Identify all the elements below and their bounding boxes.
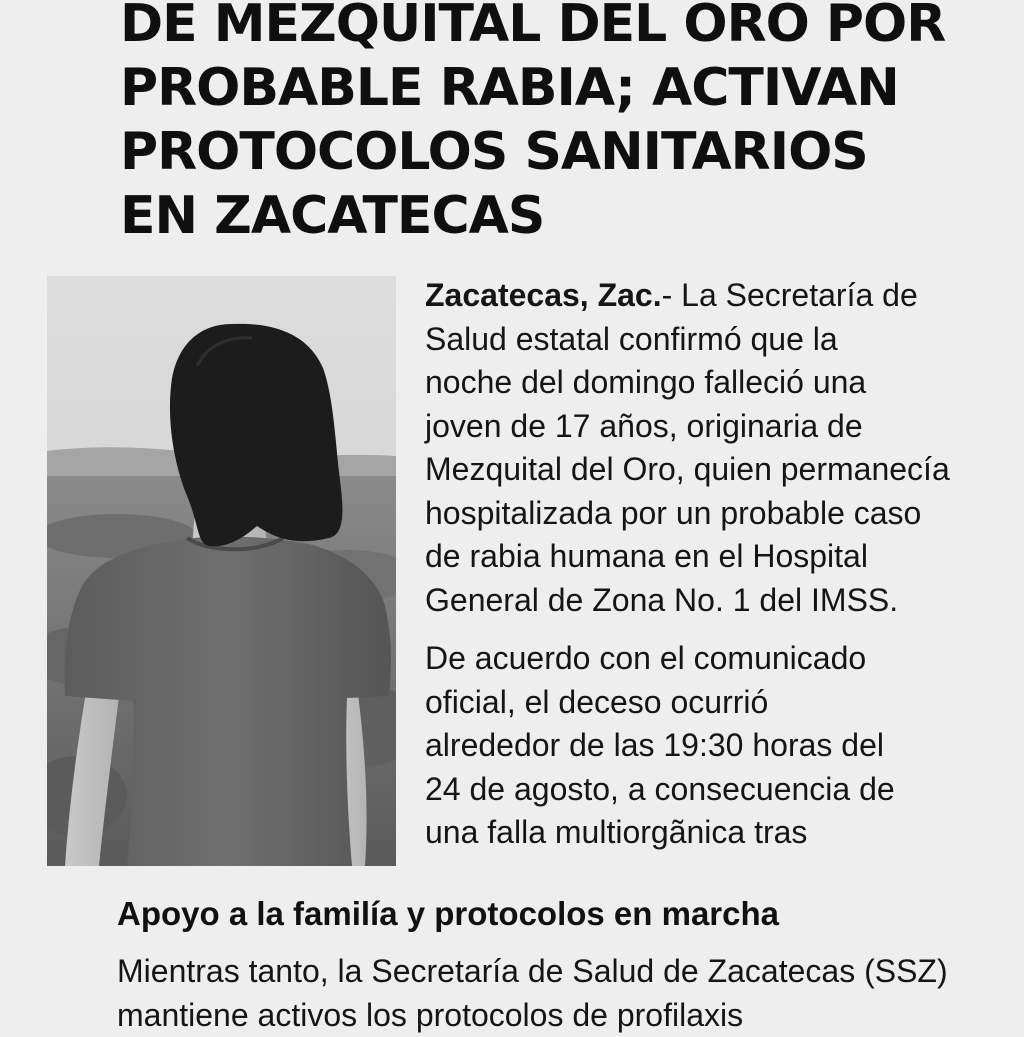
paragraph-line-text: - La Secretaría de [661,277,918,313]
paragraph-line: oficial, el deceso ocurrió [425,683,769,720]
paragraph-2 [425,637,1005,855]
article-headline [120,0,946,248]
paragraph-line: joven de 17 años, originaria de [425,407,863,444]
headline-line: EN ZACATECAS [120,186,545,246]
paragraph-line [425,274,1005,318]
paragraph-1 [425,274,1005,622]
paragraph-line: De acuerdo con el comunicado [425,640,867,676]
section-subheading: Apoyo a la familía y protocolos en marcha [117,895,780,932]
paragraph-line: de rabia humana en el Hospital [425,538,868,574]
headline-line: PROTOCOLOS SANITARIOS [120,122,868,182]
paragraph-line: Mientras tanto, la Secretaría de Salud de Zacatecas (SSZ) [117,953,948,989]
paragraph-line: noche del domingo falleció una [425,364,867,400]
paragraph-line: 24 de agosto, a consecuencia de [425,770,895,807]
article-body [425,274,1005,855]
headline-line: PROBABLE RABIA; ACTIVAN [120,58,899,118]
paragraph-line: alrededor de las 19:30 horas del [425,727,884,763]
headline-line: DE MEZQUITAL DEL ORO POR [120,0,946,54]
paragraph-line: Salud estatal confirmó que la [425,320,838,357]
photo-girl-facing-away [47,276,396,866]
paragraph-line: General de Zona No. 1 del IMSS. [425,581,899,618]
paragraph-line: hospitalizada por un probable caso [425,494,922,531]
dateline: Zacatecas, Zac. [425,277,662,313]
paragraph-line: mantiene activos los protocolos de profilaxis [117,997,744,1033]
paragraph-line: una falla multiorgãnica tras [425,814,808,850]
article-photo [47,276,396,866]
paragraph-line: Mezquital del Oro, quien permanecía [425,451,950,487]
